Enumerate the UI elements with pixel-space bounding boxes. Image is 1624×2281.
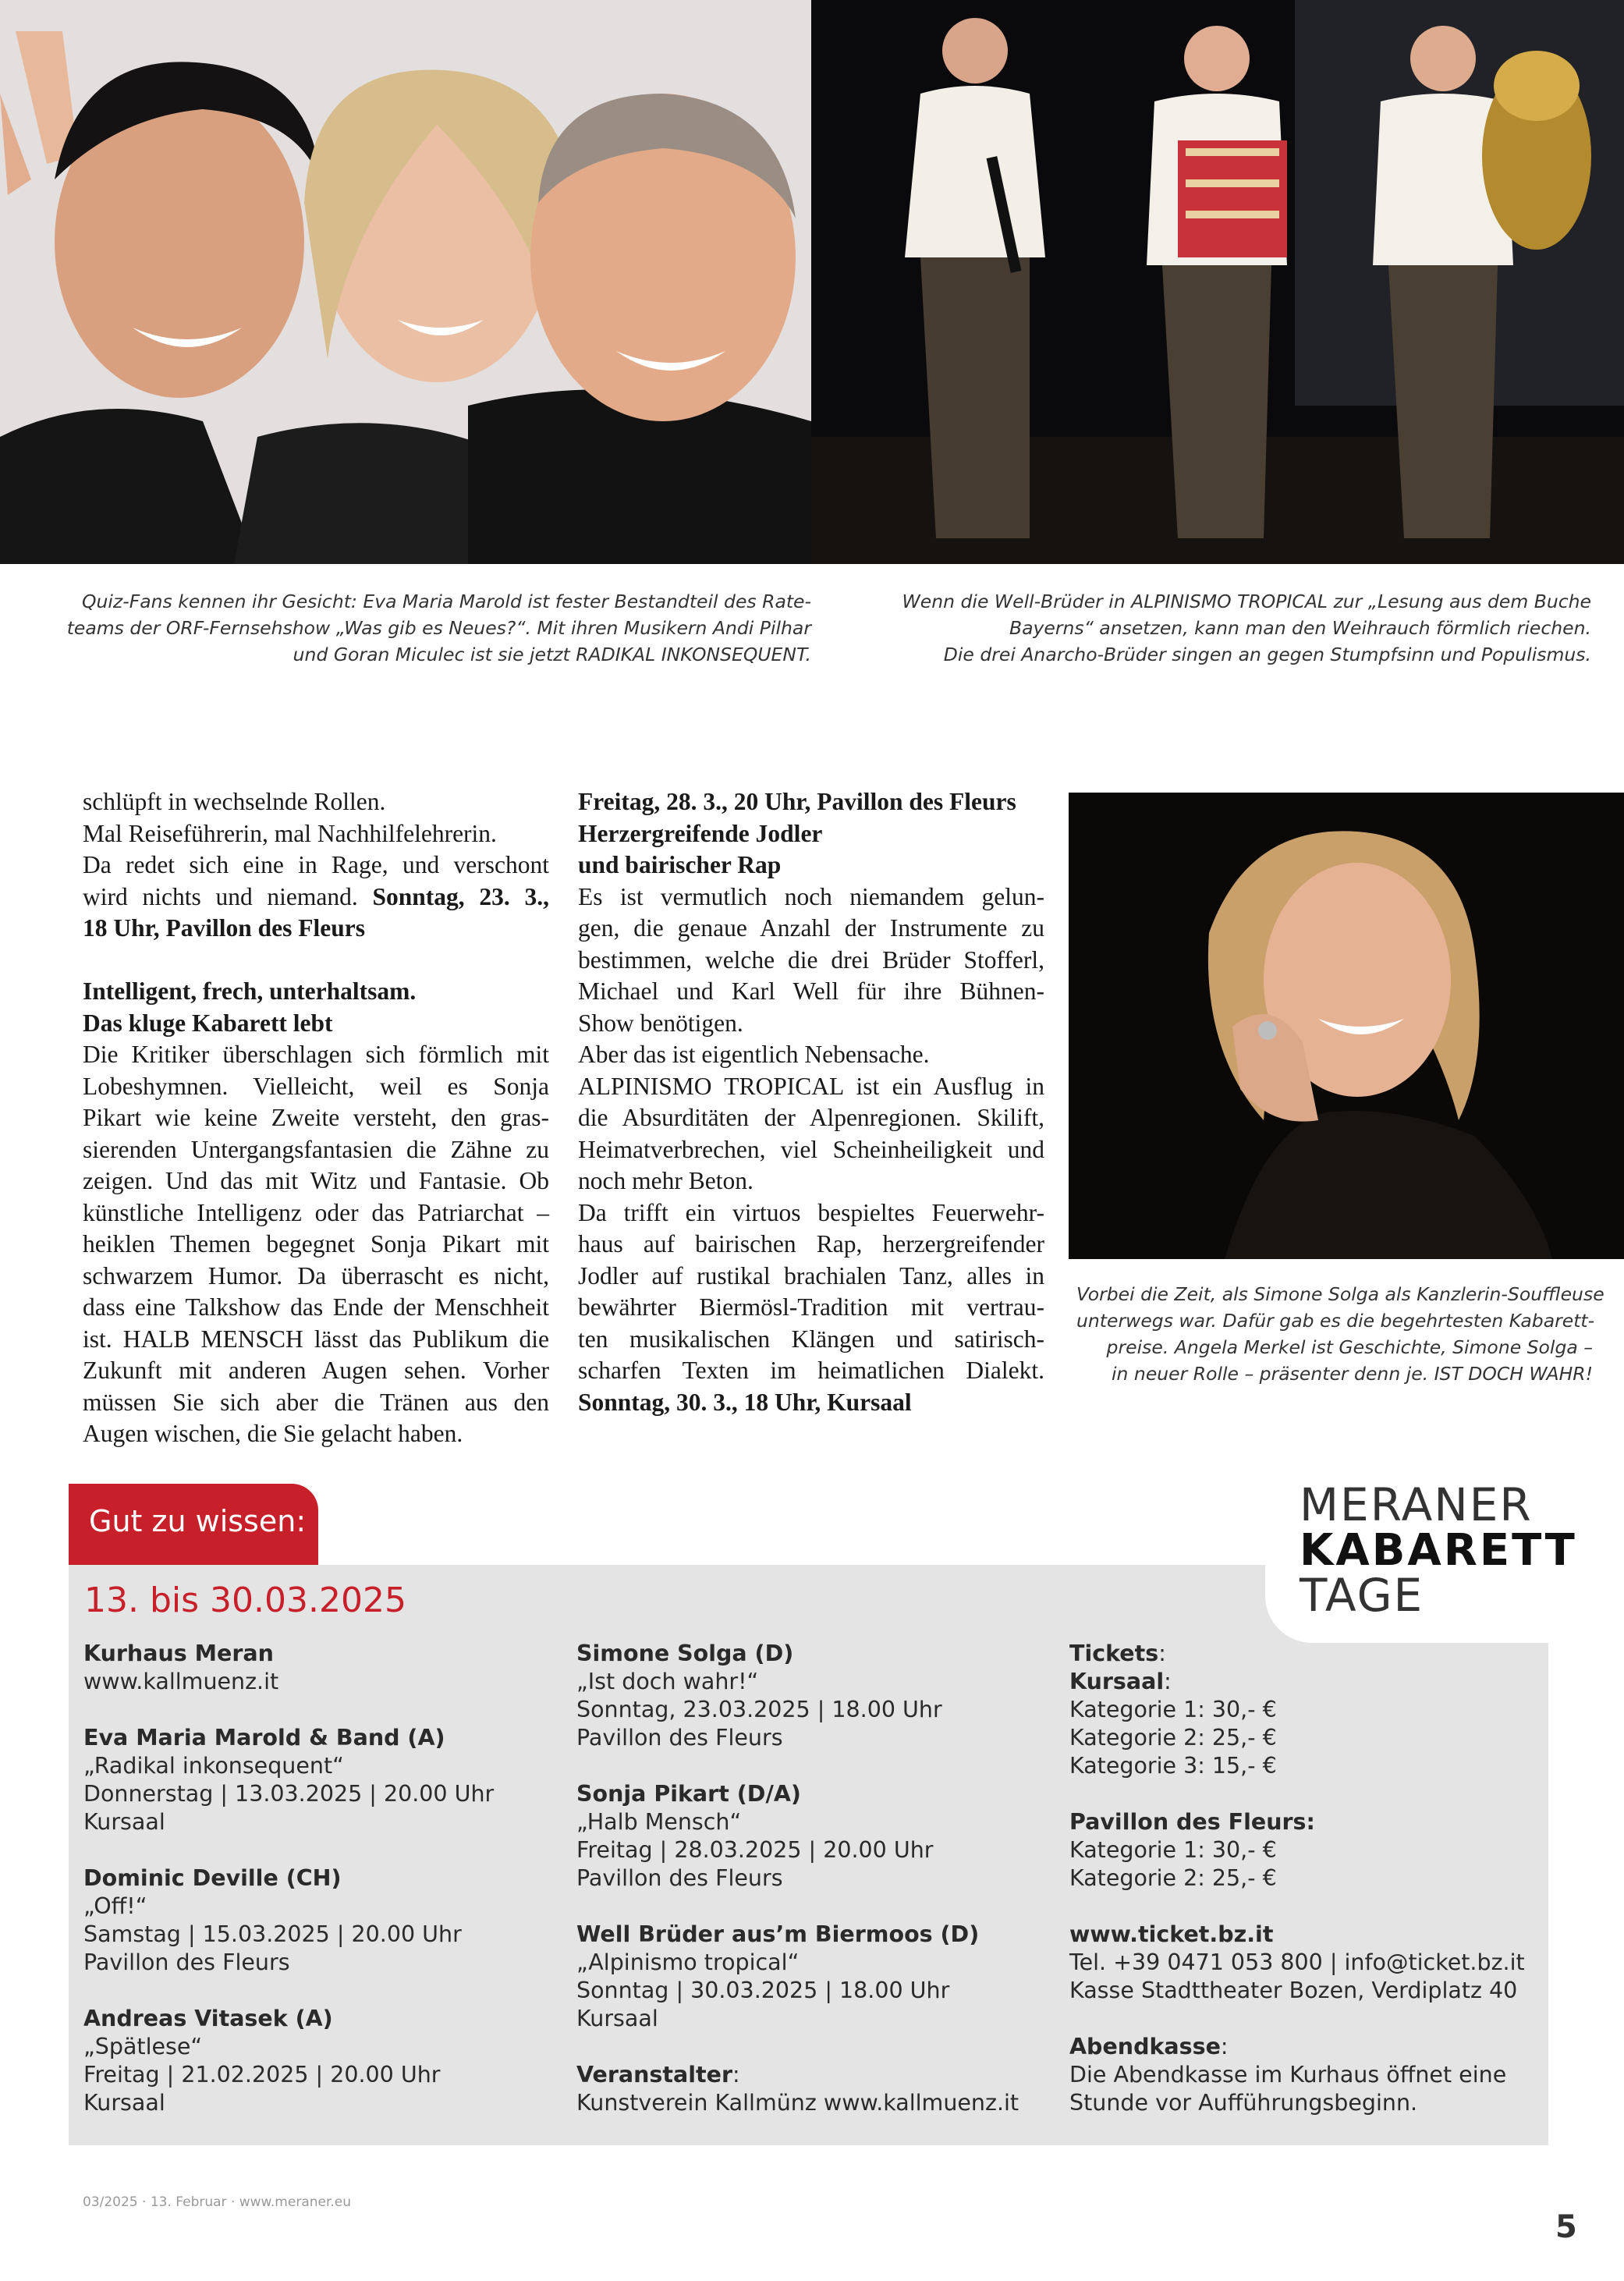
event-venue: Pavillon des Fleurs (576, 1865, 783, 1891)
organizer: Kunstverein Kallmünz www.kallmuenz.it (576, 2090, 1019, 2116)
spacer (83, 945, 549, 977)
organizer-label: Veranstalter (576, 2062, 733, 2088)
event-venue: Kursaal (83, 2090, 165, 2116)
subheading-rap: und bairischer Rap (578, 851, 782, 878)
event-title: „Off!“ (83, 1893, 147, 1919)
subheading-kabarett: Das kluge Kabarett lebt (83, 1009, 333, 1037)
info-column-1 (83, 1640, 551, 2117)
caption-marold (47, 588, 811, 668)
event-date-freitag-28: Freitag, 28. 3., 20 Uhr, Pavillon des Fleurs (578, 788, 1016, 815)
text-line: noch mehr Beton. (578, 1167, 753, 1194)
text-line: Michael und Karl Well für ihre Bühnen- (578, 977, 1044, 1005)
text-line: Lobeshymnen. Vielleicht, weil es Sonja (83, 1072, 549, 1100)
info-column-2 (576, 1640, 1044, 2117)
pavillon-label: Pavillon des Fleurs: (1069, 1809, 1315, 1835)
price-line: Kategorie 1: 30,- € (1069, 1837, 1277, 1863)
colon: : (1158, 1641, 1166, 1666)
kursaal-label: Kursaal (1069, 1669, 1165, 1694)
event-artist: Sonja Pikart (D/A) (576, 1781, 801, 1807)
text-line: müssen Sie sich aber die Tränen aus den (83, 1388, 549, 1416)
venue-url: www.kallmuenz.it (83, 1669, 279, 1694)
caption-line: Vorbei die Zeit, als Simone Solga als Kanzlerin-Souffleuse (1076, 1283, 1604, 1305)
caption-line: Die drei Anarcho-Brüder singen an gegen Stumpfsinn und Populismus. (943, 644, 1591, 665)
text-line: Jodler auf rustikal brachialen Tanz, alles in (578, 1261, 1044, 1289)
spacer (83, 1977, 551, 2005)
meraner-kabarett-tage-logo (1300, 1478, 1577, 1622)
text-line: haus auf bairischen Rap, herzergreifender (578, 1230, 1044, 1258)
text-line: Show benötigen. (578, 1009, 743, 1037)
event-date-sonntag-30: Sonntag, 30. 3., 18 Uhr, Kursaal (578, 1388, 912, 1416)
logo-line: TAGE (1300, 1569, 1424, 1622)
event-datetime: Donnerstag | 13.03.2025 | 20.00 Uhr (83, 1781, 495, 1807)
event-title: „Halb Mensch“ (576, 1809, 742, 1835)
organizer-label-line (576, 2061, 1044, 2089)
info-column-3 (1069, 1640, 1553, 2117)
caption-line: in neuer Rolle – präsenter denn je. IST DOCH WAHR! (1112, 1363, 1593, 1385)
event-datetime: Freitag | 28.03.2025 | 20.00 Uhr (576, 1837, 934, 1863)
event-title: „Ist doch wahr!“ (576, 1669, 759, 1694)
tickets-label: Tickets (1069, 1641, 1159, 1666)
venue-name: Kurhaus Meran (83, 1641, 274, 1666)
text-line: Aber das ist eigentlich Nebensache. (578, 1041, 930, 1068)
caption-line: teams der ORF-Fernsehshow „Was gib es Neues?“. Mit ihren Musikern Andi Pilhar (66, 617, 811, 639)
text-span: wird nichts und niemand. (83, 882, 373, 910)
kursaal-label-line (1069, 1668, 1553, 1696)
photo-well-brueder-stage (811, 0, 1624, 564)
spacer (83, 1836, 551, 1864)
event-datetime: Freitag | 21.02.2025 | 20.00 Uhr (83, 2062, 441, 2088)
ticket-website: www.ticket.bz.it (1069, 1921, 1274, 1947)
subheading-intelligent: Intelligent, frech, unterhaltsam. (83, 977, 417, 1005)
spacer (1069, 2005, 1553, 2033)
event-artist: Eva Maria Marold & Band (A) (83, 1725, 445, 1751)
ticket-address: Kasse Stadttheater Bozen, Verdiplatz 40 (1069, 1978, 1518, 2003)
abendkasse-label: Abendkasse (1069, 2034, 1221, 2059)
event-title: „Radikal inkonsequent“ (83, 1753, 344, 1779)
text-line (83, 882, 549, 913)
ticket-contact: Tel. +39 0471 053 800 | info@ticket.bz.it (1069, 1949, 1525, 1975)
caption-line: preise. Angela Merkel ist Geschichte, Simone Solga – (1106, 1336, 1593, 1358)
text-line: Da redet sich eine in Rage, und verschont (83, 851, 549, 878)
text-line: dass eine Talkshow das Ende der Menschheit (83, 1293, 549, 1321)
text-line: scharfen Texten im heimatlichen Dialekt. (578, 1357, 1044, 1384)
logo-line: KABARETT (1300, 1525, 1577, 1576)
text-line: sierenden Untergangsfantasien die Zähne zu (83, 1135, 549, 1163)
event-datetime: Sonntag | 30.03.2025 | 18.00 Uhr (576, 1978, 950, 2003)
organizer-colon: : (732, 2062, 740, 2088)
caption-line: Wenn die Well-Brüder in ALPINISMO TROPICAL zur „Lesung aus dem Buche (902, 591, 1591, 612)
text-line: bewährter Biermösl-Tradition mit vertrau- (578, 1293, 1044, 1321)
abendkasse-text: Die Abendkasse im Kurhaus öffnet eine (1069, 2062, 1507, 2088)
text-line: zeigen. Und das mit Witz und Fantasie. Ob (83, 1167, 549, 1194)
colon: : (1220, 2034, 1229, 2059)
price-line: Kategorie 2: 25,- € (1069, 1865, 1277, 1891)
text-line: Pikart wie keine Zweite versteht, den gras- (83, 1104, 549, 1131)
text-line: heiklen Themen begegnet Sonja Pikart mit (83, 1230, 549, 1258)
photo-simone-solga (1069, 793, 1624, 1259)
caption-line: und Goran Miculec ist sie jetzt RADIKAL INKONSEQUENT. (293, 644, 811, 665)
logo-line: MERANER (1300, 1478, 1533, 1531)
event-datetime: Samstag | 15.03.2025 | 20.00 Uhr (83, 1921, 462, 1947)
text-line: Mal Reiseführerin, mal Nachhilfelehrerin. (83, 819, 497, 847)
spacer (576, 2033, 1044, 2061)
spacer (83, 1696, 551, 1724)
colon: : (1164, 1669, 1172, 1694)
price-line: Kategorie 3: 15,- € (1069, 1753, 1277, 1779)
event-venue: Kursaal (576, 2006, 658, 2031)
caption-line: unterwegs war. Dafür gab es die begehrtesten Kabarett- (1076, 1310, 1595, 1332)
text-line: ten musikalischen Klängen und satirisch- (578, 1325, 1044, 1353)
event-artist: Andreas Vitasek (A) (83, 2006, 333, 2031)
abendkasse-label-line (1069, 2033, 1553, 2061)
text-line: Heimatverbrechen, viel Scheinheiligkeit und (578, 1135, 1044, 1163)
text-line: Da trifft ein virtuos bespieltes Feuerwehr- (578, 1198, 1044, 1226)
text-line: Augen wischen, die Sie gelacht haben. (83, 1420, 463, 1447)
caption-line: Bayerns“ ansetzen, kann man den Weihrauch förmlich riechen. (1009, 617, 1591, 639)
event-title: „Alpinismo tropical“ (576, 1949, 800, 1975)
text-line: ist. HALB MENSCH lässt das Publikum die (83, 1325, 549, 1353)
text-line: bestimmen, welche die drei Brüder Stofferl, (578, 945, 1044, 974)
footer-issue-line: 03/2025 · 13. Februar · www.meraner.eu (83, 2194, 352, 2210)
event-venue-line: 18 Uhr, Pavillon des Fleurs (83, 914, 365, 942)
caption-line: Quiz-Fans kennen ihr Gesicht: Eva Maria Marold ist fester Bestandteil des Rate- (82, 591, 811, 612)
festival-date-range: 13. bis 30.03.2025 (84, 1580, 406, 1620)
event-venue: Pavillon des Fleurs (83, 1949, 290, 1975)
text-line: die Absurditäten der Alpenregionen. Skilift, (578, 1104, 1044, 1131)
spacer (576, 1752, 1044, 1780)
text-line: Zukunft mit anderen Augen sehen. Vorher (83, 1357, 549, 1384)
event-date-sonntag-23: Sonntag, 23. 3., (372, 882, 550, 910)
price-line: Kategorie 2: 25,- € (1069, 1725, 1277, 1751)
page-number: 5 (1555, 2209, 1577, 2245)
abendkasse-text: Stunde vor Aufführungsbeginn. (1069, 2090, 1418, 2116)
tickets-label-line (1069, 1640, 1553, 1668)
price-line: Kategorie 1: 30,- € (1069, 1697, 1277, 1722)
event-title: „Spätlese“ (83, 2034, 203, 2059)
photo-eva-maria-marold-band (0, 0, 811, 564)
event-artist: Dominic Deville (CH) (83, 1865, 342, 1891)
text-line: Es ist vermutlich noch niemandem gelun- (578, 882, 1044, 910)
event-artist: Simone Solga (D) (576, 1641, 794, 1666)
text-line: ALPINISMO TROPICAL ist ein Ausflug in (578, 1072, 1044, 1100)
text-line: künstliche Intelligenz oder das Patriarchat – (83, 1198, 549, 1226)
caption-well-brueder (858, 588, 1591, 668)
event-venue: Pavillon des Fleurs (576, 1725, 783, 1751)
event-venue: Kursaal (83, 1809, 165, 1835)
spacer (1069, 1780, 1553, 1808)
spacer (576, 1893, 1044, 1921)
event-datetime: Sonntag, 23.03.2025 | 18.00 Uhr (576, 1697, 942, 1722)
subheading-jodler: Herzergreifende Jodler (578, 819, 823, 847)
text-line: gen, die genaue Anzahl der Instrumente zu (578, 914, 1044, 942)
event-artist: Well Brüder aus’m Biermoos (D) (576, 1921, 980, 1947)
caption-solga (1076, 1281, 1604, 1387)
info-box-tab: Gut zu wissen: (69, 1484, 318, 1565)
article-column-1 (83, 786, 549, 1450)
text-line: schlüpft in wechselnde Rollen. (83, 788, 386, 815)
article-column-2 (578, 786, 1044, 1418)
spacer (1069, 1893, 1553, 1921)
text-line: schwarzem Humor. Da überrascht es nicht, (83, 1261, 549, 1289)
text-line: Die Kritiker überschlagen sich förmlich mit (83, 1041, 549, 1068)
